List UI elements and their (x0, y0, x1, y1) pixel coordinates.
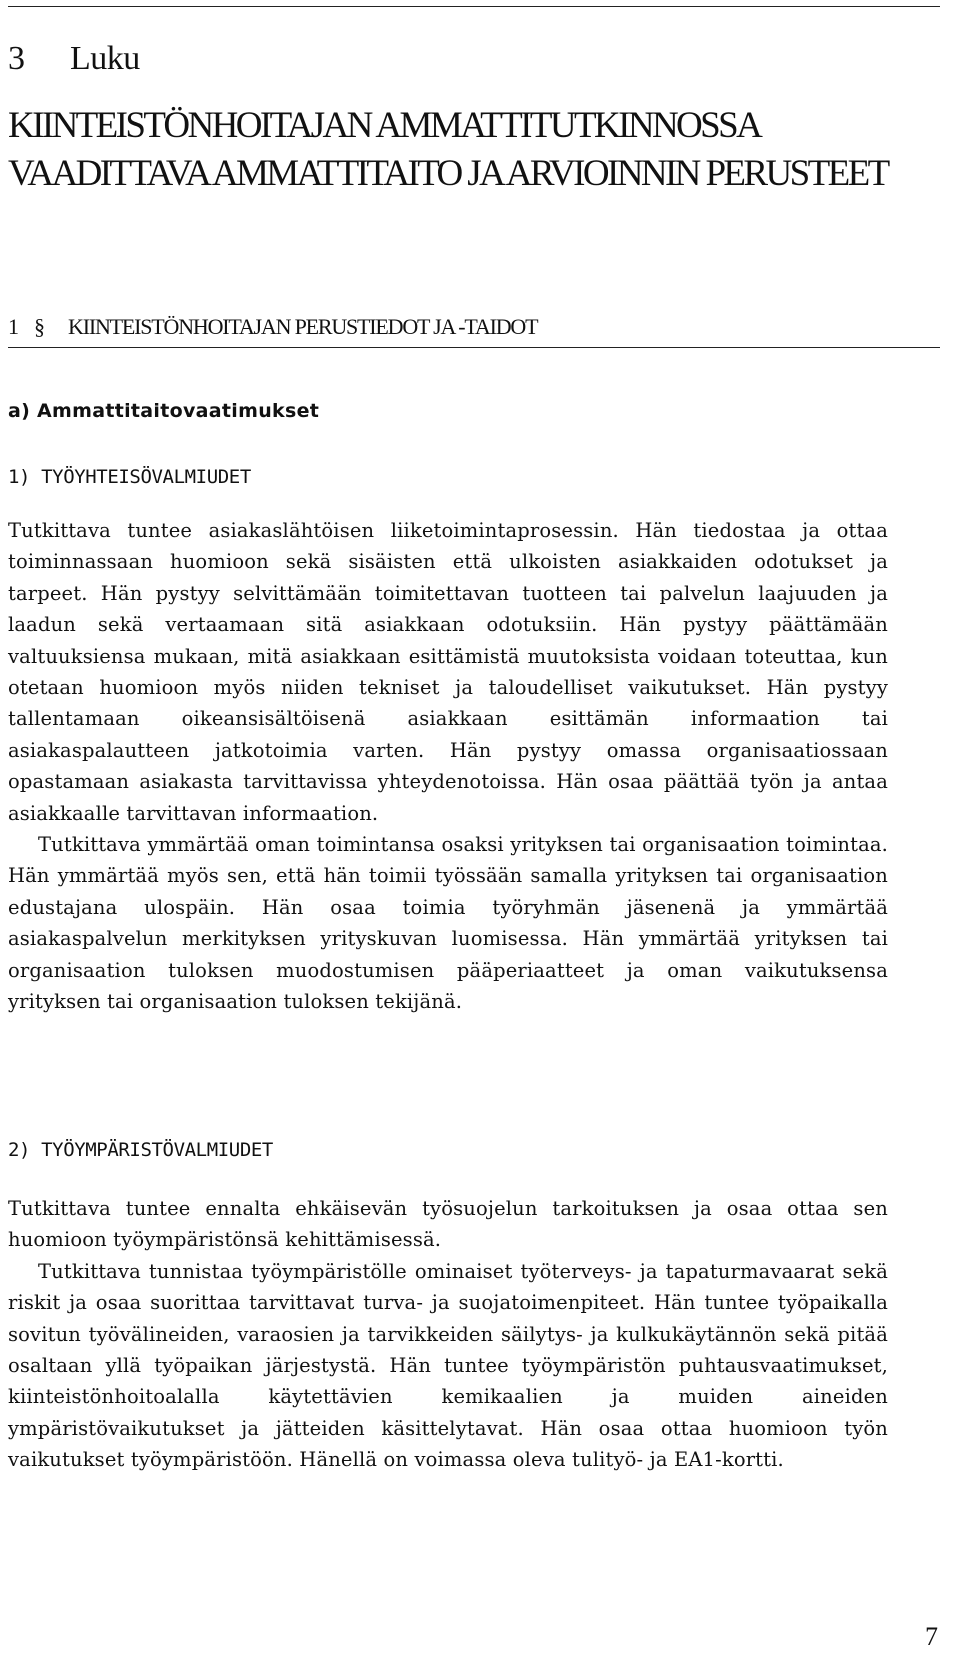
chapter-number: 3 (8, 40, 25, 77)
top-rule (8, 6, 940, 7)
page-title: KIINTEISTÖNHOITAJAN AMMATTITUTKINNOSSA VAADITTAVA AMMATTITAITO JA ARVIOINNIN PERUSTEET (8, 105, 888, 194)
chapter-label: Luku (70, 40, 140, 77)
paragraph: Tutkittava tuntee asiakaslähtöisen liiketoimintaprosessin. Hän tiedostaa ja ottaa toiminnassaan huomioon sekä sisäisten että ulkoisten asiakkaiden odotukset ja tarpeet. Hän pystyy selvittämään toimitettavan tuotteen tai palvelun laajuuden ja laadun sekä vertaamaan sitä asiakkaan odotuksiin. Hän pystyy päättämään valtuuksiensa mukaan, mitä asiakkaan esittämistä muutoksista voidaan toteuttaa, kun otetaan huomioon myös niiden tekniset ja taloudelliset vaikutukset. Hän pystyy tallentamaan oikeansisältöisenä asiakkaan esittämän informaation tai asiakaspalautteen jatkotoimia varten. Hän pystyy omassa organisaatiossaan opastamaan asiakasta tarvittavissa yhteydenotoissa. Hän osaa päättää työn ja antaa asiakkaalle tarvittavan informaation. (8, 519, 888, 825)
section-title: KIINTEISTÖNHOITAJAN PERUSTIEDOT JA -TAIDOT (68, 314, 538, 339)
page-number: 7 (925, 1622, 938, 1651)
paragraph: Tutkittava tunnistaa työympäristölle ominaiset työterveys- ja tapaturmavaarat sekä riskit ja osaa suorittaa tarvittavat turva- ja suojatoimenpiteet. Hän tuntee työpaikalla sovitun työvälineiden, varaosien ja tarvikkeiden säilytys- ja kulkukäytännön sekä pitää osaltaan yllä työpaikan järjestystä. Hän tuntee työympäristön puhtausvaatimukset, kiinteistönhoitoalalla käytettävien kemikaalien ja muiden aineiden ympäristövaikutukset ja jätteiden käsittelytavat. Hän osaa ottaa huomioon työn vaikutukset työympäristöön. Hänellä on voimassa oleva tulityö- ja EA1-kortti. (8, 1259, 888, 1472)
subsection-body-workplace-community (8, 515, 888, 1018)
section-rule (8, 347, 940, 348)
section-number: 1 (8, 314, 18, 339)
subsection-title-workplace-community: 1) TYÖYHTEISÖVALMIUDET (8, 466, 251, 488)
paragraph: Tutkittava ymmärtää oman toimintansa osaksi yrityksen tai organisaation toimintaa. Hän ymmärtää myös sen, että hän toimii työssään samalla yrityksen tai organisaation edustajana ulospäin. Hän osaa toimia työryhmän jäsenenä ja ymmärtää asiakaspalvelun merkityksen yrityskuvan luomisessa. Hän ymmärtää yrityksen tai organisaation tuloksen muodostumisen pääperiaatteet ja oman vaikutuksensa yrityksen tai organisaation tuloksen tekijänä. (8, 833, 888, 1014)
chapter-heading (8, 40, 140, 78)
section-heading (8, 314, 537, 340)
paragraph: Tutkittava tuntee ennalta ehkäisevän työsuojelun tarkoituksen ja osaa ottaa sen huomioon työympäristönsä kehittämisessä. (8, 1197, 888, 1252)
subsection-title-work-environment: 2) TYÖYMPÄRISTÖVALMIUDET (8, 1139, 273, 1161)
requirements-heading: a) Ammattitaitovaatimukset (8, 400, 320, 422)
subsection-body-work-environment (8, 1193, 888, 1476)
section-symbol: § (34, 314, 44, 339)
